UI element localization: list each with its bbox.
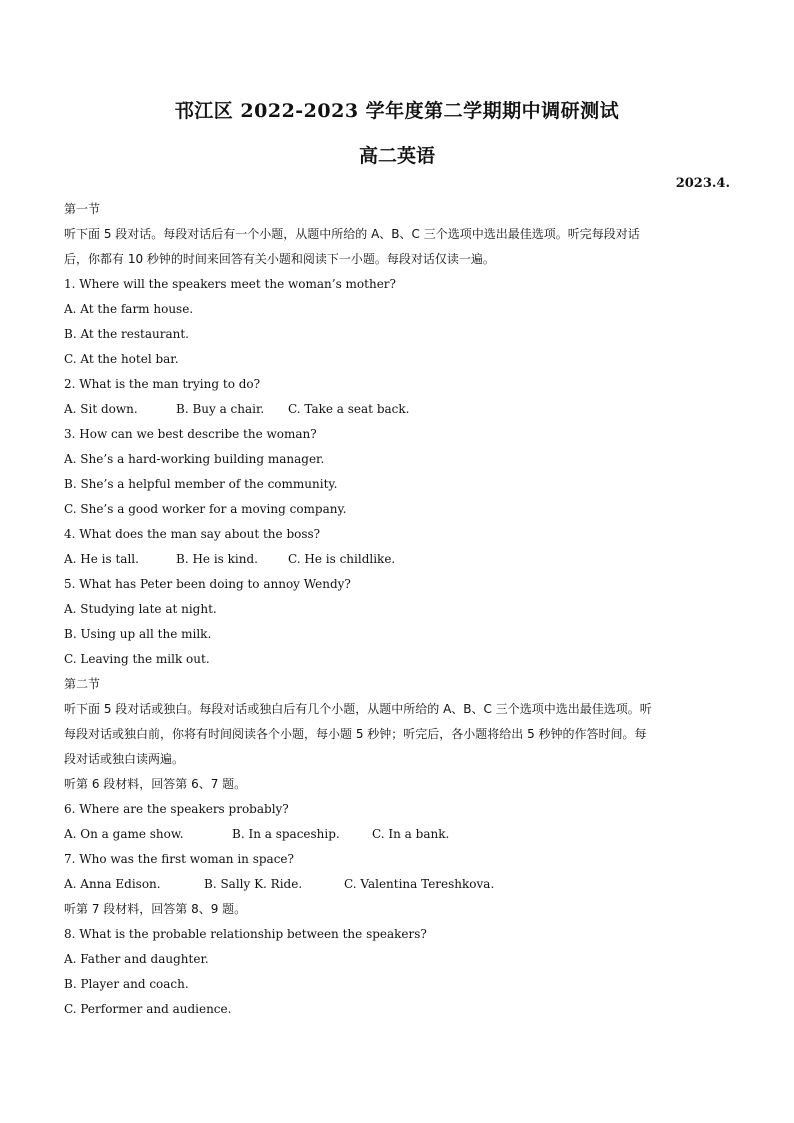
section2-instruction-line: 每段对话或独白前，你将有时间阅读各个小题，每小题 5 秒钟；听完后，各小题将给出 5 秒钟的作答时间。每 [64,727,647,741]
option-c: C. Leaving the milk out. [64,652,210,666]
option-a: A. Studying late at night. [64,602,217,616]
option-b: B. Using up all the milk. [64,627,212,641]
question-stem: 3. How can we best describe the woman? [64,427,317,441]
question-stem: 7. Who was the first woman in space? [64,852,294,866]
option-c: C. Valentina Tereshkova. [344,877,495,891]
exam-content [64,197,732,1022]
option-c: C. Take a seat back. [288,402,410,416]
option-a: A. She’s a hard-working building manager. [64,452,325,466]
option-c: C. In a bank. [372,827,450,841]
option-b: B. He is kind. [176,552,258,566]
option-b: B. At the restaurant. [64,327,189,341]
option-c: C. At the hotel bar. [64,352,179,366]
option-a: A. He is tall. [64,552,139,566]
option-b: B. Player and coach. [64,977,189,991]
section1-instruction-line: 听下面 5 段对话。每段对话后有一个小题，从题中所给的 A、B、C 三个选项中选出最佳选项。听完每段对话 [64,227,640,241]
option-a: A. At the farm house. [64,302,194,316]
section2-heading: 第二节 [64,677,101,691]
options-row [64,872,732,897]
option-a: A. Anna Edison. [64,877,161,891]
section2-instruction-line: 听下面 5 段对话或独白。每段对话或独白后有几个小题，从题中所给的 A、B、C 三个选项中选出最佳选项。听 [64,702,652,716]
question-stem: 4. What does the man say about the boss? [64,527,321,541]
option-c: C. She’s a good worker for a moving company. [64,502,347,516]
material-heading: 听第 6 段材料，回答第 6、7 题。 [64,777,247,791]
option-b: B. Sally K. Ride. [204,877,303,891]
options-row [64,547,732,572]
section2-instruction-line: 段对话或独白读两遍。 [64,752,185,766]
option-c: C. He is childlike. [288,552,396,566]
exam-title: 邗江区 2022-2023 学年度第二学期期中调研测试 [174,100,620,122]
question-stem: 8. What is the probable relationship between the speakers? [64,927,427,941]
option-a: A. On a game show. [64,827,184,841]
exam-date: 2023.4. [675,176,730,191]
options-row [64,822,732,847]
option-b: B. Buy a chair. [176,402,265,416]
material-heading: 听第 7 段材料，回答第 8、9 题。 [64,902,247,916]
options-row [64,397,732,422]
section1-instruction-line: 后，你都有 10 秒钟的时间来回答有关小题和阅读下一小题。每段对话仅读一遍。 [64,252,495,266]
option-a: A. Father and daughter. [64,952,209,966]
option-b: B. She’s a helpful member of the community. [64,477,338,491]
option-c: C. Performer and audience. [64,1002,232,1016]
question-stem: 6. Where are the speakers probably? [64,802,289,816]
question-stem: 5. What has Peter been doing to annoy Wendy? [64,577,351,591]
question-stem: 1. Where will the speakers meet the woman’s mother? [64,277,396,291]
section1-heading: 第一节 [64,202,101,216]
option-b: B. In a spaceship. [232,827,340,841]
question-stem: 2. What is the man trying to do? [64,377,261,391]
option-a: A. Sit down. [64,402,138,416]
exam-subtitle: 高二英语 [358,145,435,167]
